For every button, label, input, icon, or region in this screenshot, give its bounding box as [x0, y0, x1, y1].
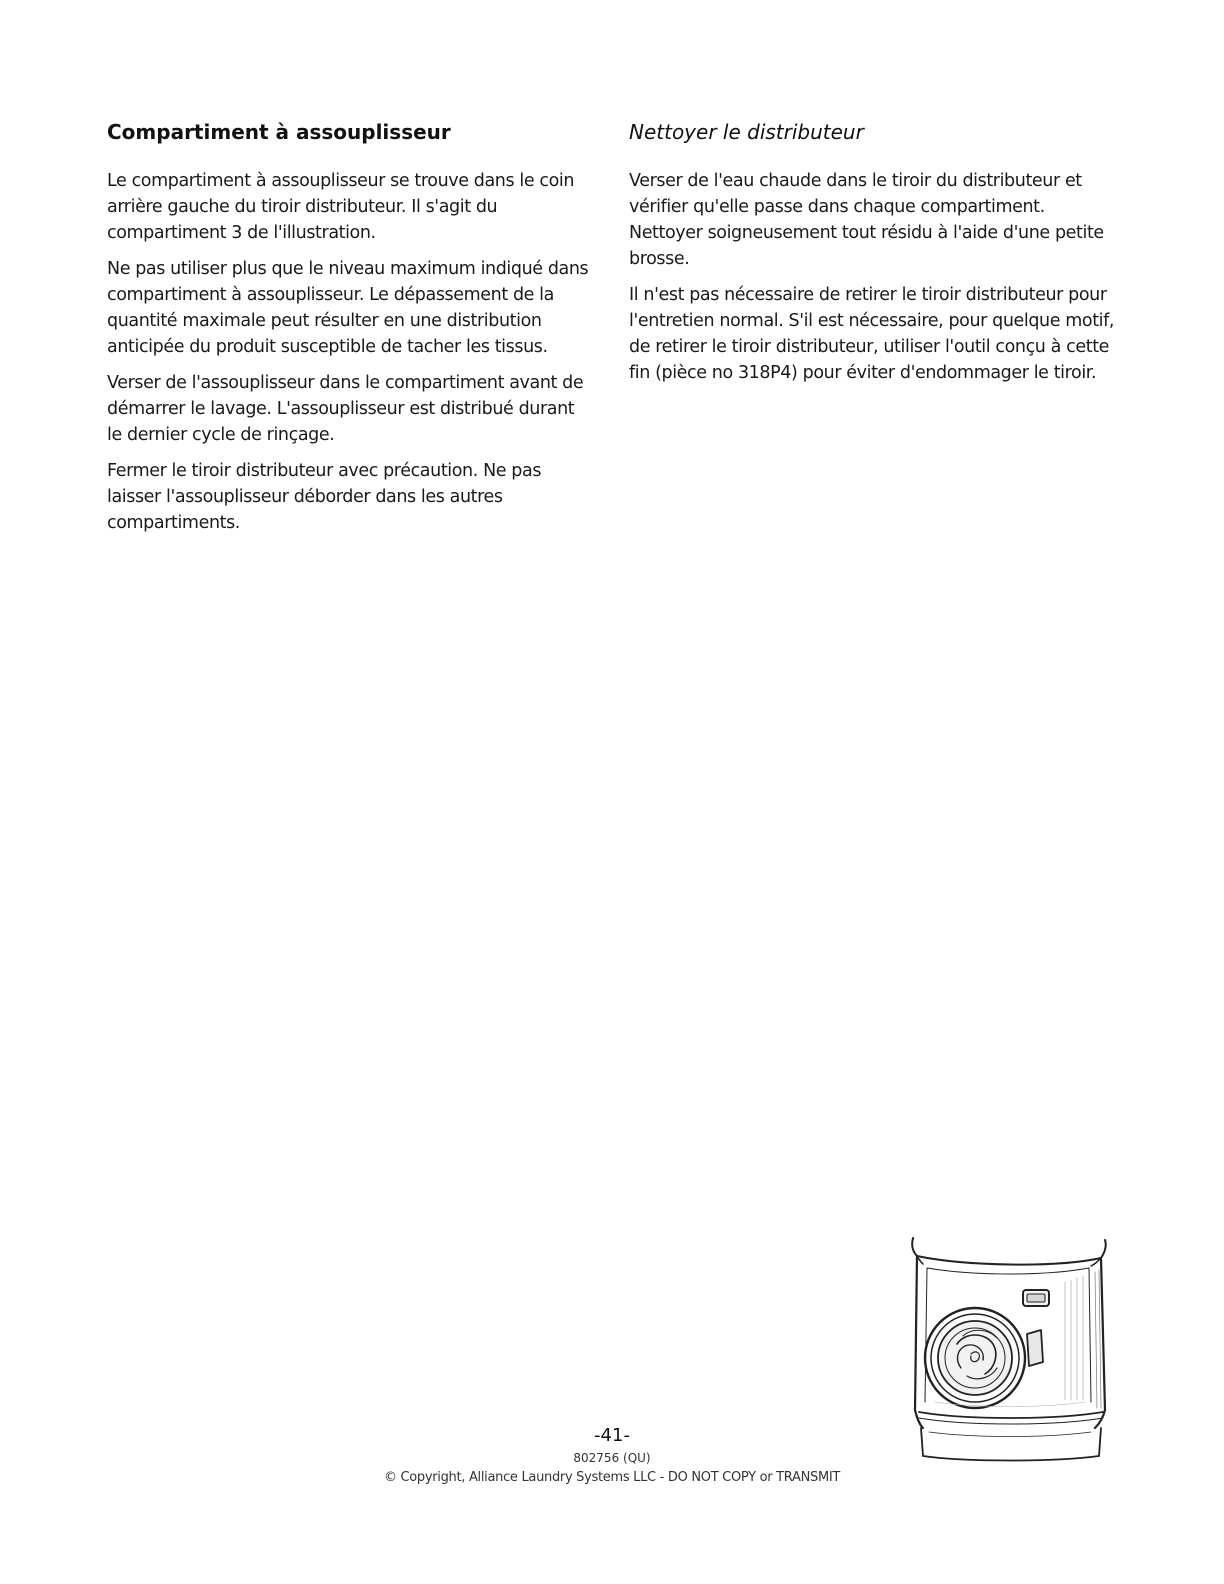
left-column — [107, 116, 592, 546]
page-number: -41- — [594, 1425, 630, 1446]
paragraph: Fermer le tiroir distributeur avec précaution. Ne pas laisser l'assouplisseur déborder dans les autres compartiments. — [107, 461, 542, 533]
section-heading-softener: Compartiment à assouplisseur — [107, 120, 451, 144]
washing-machine-illustration — [905, 1232, 1115, 1462]
copyright-notice: © Copyright, Alliance Laundry Systems LLC - DO NOT COPY or TRANSMIT — [383, 1470, 841, 1485]
paragraph: Verser de l'eau chaude dans le tiroir du distributeur et vérifier qu'elle passe dans chaque compartiment. Nettoyer soigneusement tout résidu à l'aide d'une petite brosse. — [629, 171, 1104, 269]
section-heading-clean-dispenser: Nettoyer le distributeur — [629, 120, 864, 144]
right-column — [629, 116, 1119, 396]
paragraph: Le compartiment à assouplisseur se trouve dans le coin arrière gauche du tiroir distributeur. Il s'agit du compartiment 3 de l'illustration. — [107, 171, 575, 243]
paragraph: Il n'est pas nécessaire de retirer le tiroir distributeur pour l'entretien normal. S'il est nécessaire, pour quelque motif, de retirer le tiroir distributeur, utiliser l'outil conçu à cette fin (pièce no 318P4) pour éviter d'endommager le tiroir. — [629, 285, 1115, 383]
page-footer — [300, 1424, 924, 1488]
paragraph: Ne pas utiliser plus que le niveau maximum indiqué dans compartiment à assouplisseur. Le dépassement de la quantité maximale peut résulter en une distribution anticipée du produit susceptible de tacher les tissus. — [107, 259, 589, 357]
paragraph: Verser de l'assouplisseur dans le compartiment avant de démarrer le lavage. L'assouplisseur est distribué durant le dernier cycle de rinçage. — [107, 373, 584, 445]
document-code: 802756 (QU) — [573, 1451, 651, 1465]
